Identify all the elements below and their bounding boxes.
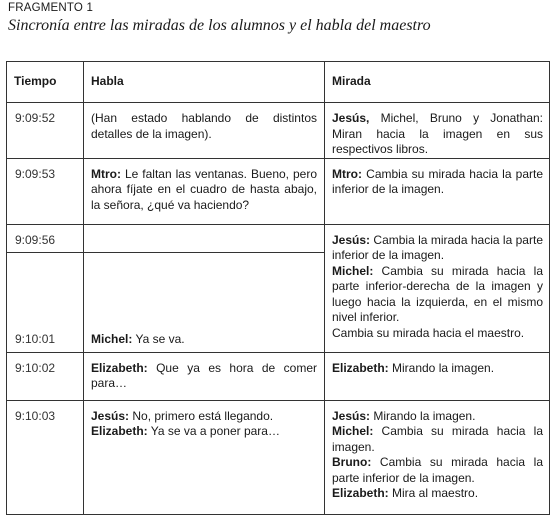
- time-cell: 9:10:02: [7, 352, 84, 400]
- column-header-tiempo: Tiempo: [7, 62, 84, 103]
- speaker-name: Mtro:: [332, 166, 362, 181]
- mirada-line: [332, 455, 543, 486]
- habla-cell: [84, 103, 325, 159]
- habla-cell: [84, 158, 325, 224]
- mirada-text: Mira al maestro.: [388, 486, 479, 500]
- time-cell: 9:09:52: [7, 103, 84, 159]
- speaker-name: Elizabeth:: [332, 486, 389, 500]
- mirada-line: [332, 486, 543, 502]
- mirada-text: Cambia su mirada hacia la imagen.: [332, 424, 543, 454]
- column-header-habla: Habla: [84, 62, 325, 103]
- time-value: 9:10:01: [15, 332, 56, 346]
- habla-text: Le faltan las ventanas. Bueno, pero ahora fíjate en el cuadro de hasta abajo, la señora, ¿qué va haciendo?: [91, 166, 317, 212]
- mirada-cell: [325, 400, 550, 514]
- mirada-line: [332, 424, 543, 455]
- table-row: [7, 400, 550, 514]
- speaker-name: Elizabeth:: [332, 360, 389, 375]
- column-header-mirada: Mirada: [325, 62, 550, 103]
- speaker-name: Jesús:: [332, 408, 371, 423]
- transcript-table: [6, 61, 550, 515]
- mirada-text: Cambia la mirada hacia la parte inferior de la imagen.: [332, 232, 543, 262]
- mirada-line: Cambia su mirada hacia el maestro.: [332, 325, 525, 340]
- mirada-text: Mirando la imagen.: [388, 360, 495, 375]
- time-cell: 9:10:03: [7, 400, 84, 514]
- speaker-name: Elizabeth:: [91, 360, 148, 375]
- speaker-name: Mtro:: [91, 166, 121, 181]
- habla-text: No, primero está llegando.: [129, 408, 274, 423]
- mirada-cell: [325, 158, 550, 224]
- mirada-cell: [325, 103, 550, 159]
- table-row: [7, 103, 550, 159]
- table-row: [7, 224, 550, 252]
- habla-text: (Han estado hablando de distintos detalles de la imagen).: [91, 111, 317, 141]
- mirada-cell: [325, 224, 550, 352]
- speaker-name: Bruno:: [332, 455, 372, 469]
- mirada-cell: [325, 352, 550, 400]
- mirada-text: Cambia su mirada hacia la parte inferior de la imagen.: [332, 166, 543, 196]
- mirada-text: Mirando la imagen.: [370, 408, 476, 423]
- table-row: [7, 158, 550, 224]
- table-row: [7, 352, 550, 400]
- speaker-name: Elizabeth:: [91, 424, 148, 438]
- habla-line: [91, 409, 317, 425]
- speaker-name: Michel:: [332, 263, 374, 278]
- time-cell: 9:09:53: [7, 158, 84, 224]
- habla-cell-empty: [84, 224, 325, 252]
- habla-line: [91, 424, 317, 440]
- time-cell: 9:09:56: [7, 224, 84, 252]
- mirada-text: Michel, Bruno y Jonathan: Miran hacia la imagen en sus respectivos libros.: [332, 111, 543, 156]
- time-cell: [7, 252, 84, 352]
- speaker-name: Jesús:: [91, 408, 130, 423]
- habla-line: [91, 332, 324, 348]
- fragment-title: Sincronía entre las miradas de los alumnos y el habla del maestro: [8, 17, 431, 34]
- mirada-line: [332, 409, 543, 425]
- habla-text: Ya se va.: [132, 332, 185, 346]
- mirada-line: [332, 264, 543, 326]
- mirada-text: Cambia su mirada hacia la parte inferior de la imagen.: [332, 455, 543, 485]
- mirada-text: Cambia su mirada hacia la parte inferior-derecha de la imagen y luego hacia la izquierda, en el mismo nivel inferior.: [332, 263, 543, 324]
- mirada-line: [332, 233, 543, 264]
- habla-cell: [84, 352, 325, 400]
- habla-cell: [84, 400, 325, 514]
- speaker-name: Michel:: [91, 332, 133, 346]
- speaker-name: Jesús:: [332, 232, 371, 247]
- table-header-row: [7, 62, 550, 103]
- habla-cell: [84, 252, 325, 352]
- habla-text: Que ya es hora de comer para…: [91, 360, 317, 390]
- habla-text: Ya se va a poner para…: [147, 424, 280, 438]
- speaker-name: Jesús,: [332, 111, 370, 125]
- fragment-label: FRAGMENTO 1: [8, 2, 94, 14]
- speaker-name: Michel:: [332, 424, 374, 438]
